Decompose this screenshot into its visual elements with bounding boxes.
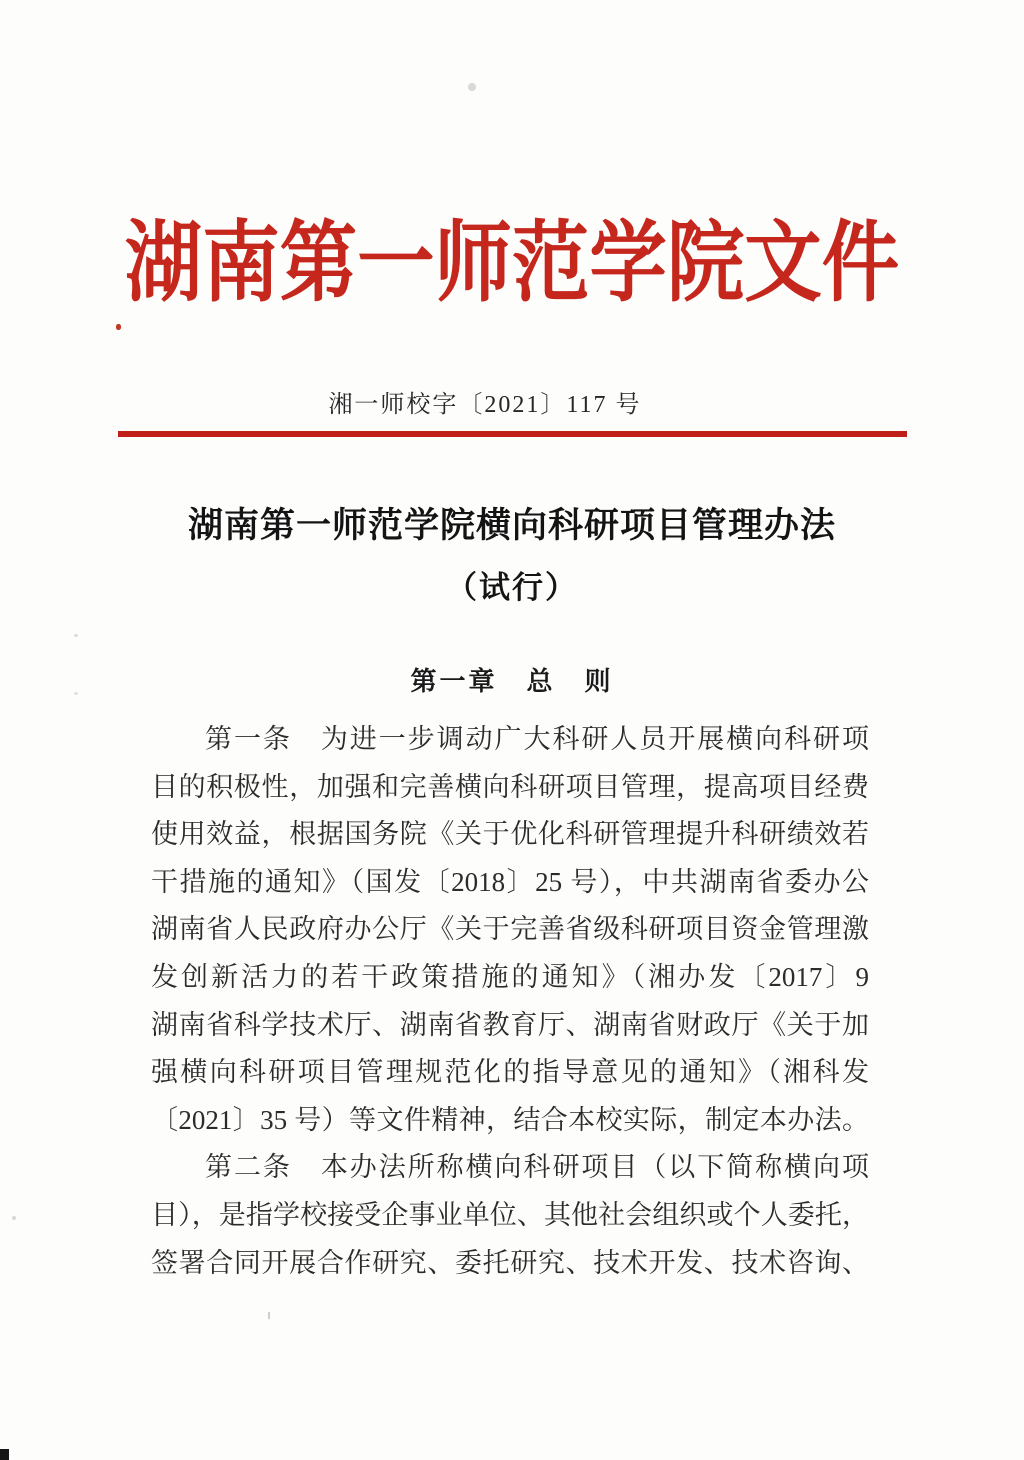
document-title: 湖南第一师范学院横向科研项目管理办法 (187, 506, 836, 545)
scan-speck (74, 634, 78, 637)
document-reference-number: 湘一师校字〔2021〕117 号 (328, 392, 642, 418)
body-line: 目的积极性，加强和完善横向科研项目管理，提高项目经费 (151, 771, 869, 802)
scan-speck (74, 692, 78, 695)
scan-smudge (468, 83, 476, 91)
body-line: 目），是指学校接受企事业单位、其他社会组织或个人委托， (151, 1199, 869, 1230)
chapter-heading: 第一章 总 则 (410, 667, 614, 696)
body-line: 〔2021〕35 号）等文件精神，结合本校实际，制定本办法。 (151, 1104, 869, 1135)
scan-corner-mark (0, 1449, 9, 1460)
body-line: 签署合同开展合作研究、委托研究、技术开发、技术咨询、 (151, 1247, 869, 1278)
body-line: 干措施的通知》（国发〔2018〕25 号），中共湖南省委办公 (151, 866, 869, 897)
body-line: 第二条 本办法所称横向科研项目（以下简称横向项 (205, 1152, 869, 1183)
document-body (151, 716, 869, 1287)
body-line: 强横向科研项目管理规范化的指导意见的通知》（湘科发 (151, 1057, 869, 1088)
body-line: 使用效益，根据国务院《关于优化科研管理提升科研绩效若 (151, 819, 869, 850)
red-letterhead-title: 湖南第一师范学院文件 (124, 216, 900, 313)
scan-speck (12, 1216, 16, 1220)
body-line: 发创新活力的若干政策措施的通知》（湘办发〔2017〕9 (151, 961, 869, 992)
body-line: 湖南省科学技术厅、湖南省教育厅、湖南省财政厅《关于加 (151, 1009, 869, 1040)
scan-red-speck (116, 324, 121, 330)
body-line: 湖南省人民政府办公厅《关于完善省级科研项目资金管理激 (151, 914, 869, 945)
body-line: 第一条 为进一步调动广大科研人员开展横向科研项 (205, 724, 869, 754)
red-divider-line (118, 431, 907, 437)
scan-speck (268, 1312, 270, 1319)
document-subtitle: （试行） (446, 570, 578, 605)
